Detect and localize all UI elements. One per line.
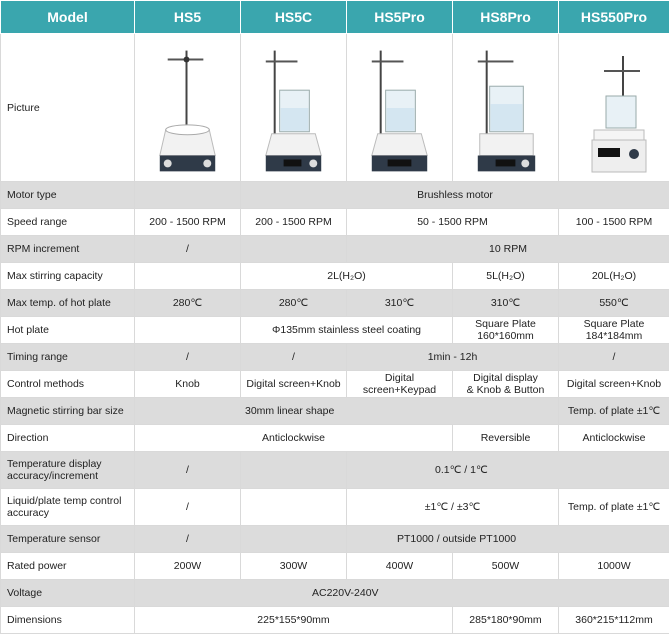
- temp-hs5c: 280℃: [241, 290, 347, 317]
- sensor-hs5: /: [135, 526, 241, 553]
- sensor-hs5c: [241, 526, 347, 553]
- liquid-hs5pro-hs8pro: ±1℃ / ±3℃: [347, 489, 559, 526]
- plate-hs550pro-line1: Square Plate: [583, 318, 645, 330]
- motor-hs5: [135, 182, 241, 209]
- header-hs8pro: HS8Pro: [453, 1, 559, 34]
- label-motor-type: Motor type: [1, 182, 135, 209]
- power-hs550pro: 1000W: [559, 553, 669, 580]
- row-temp-sensor: [1, 526, 669, 553]
- row-liquid-plate: [1, 489, 669, 526]
- header-hs5pro: HS5Pro: [347, 1, 453, 34]
- bar-size-hs550pro: Temp. of plate ±1℃: [559, 398, 669, 425]
- liquid-hs5: /: [135, 489, 241, 526]
- timing-hs550pro: /: [559, 344, 669, 371]
- control-hs5pro: Digital screen+Keypad: [347, 371, 453, 398]
- stirrer-hs5c-image: [244, 38, 343, 178]
- speed-hs550pro: 100 - 1500 RPM: [559, 209, 669, 236]
- picture-hs5: [135, 34, 241, 182]
- label-hot-plate: Hot plate: [1, 317, 135, 344]
- row-speed-range: [1, 209, 669, 236]
- sensor-value: PT1000 / outside PT1000: [347, 526, 669, 553]
- temp-display-hs5c: [241, 452, 347, 489]
- header-hs5: HS5: [135, 1, 241, 34]
- control-hs5c: Digital screen+Knob: [241, 371, 347, 398]
- row-max-stirring: [1, 263, 669, 290]
- stirring-hs5: [135, 263, 241, 290]
- row-control-methods: [1, 371, 669, 398]
- control-hs5: Knob: [135, 371, 241, 398]
- label-picture: Picture: [1, 34, 135, 182]
- label-dimensions: Dimensions: [1, 607, 135, 634]
- header-hs550pro: HS550Pro: [559, 1, 669, 34]
- header-row: [1, 1, 669, 34]
- label-rated-power: Rated power: [1, 553, 135, 580]
- label-direction: Direction: [1, 425, 135, 452]
- plate-hs8pro: [453, 317, 559, 344]
- row-hot-plate: [1, 317, 669, 344]
- temp-hs8pro: 310℃: [453, 290, 559, 317]
- rpm-hs5: /: [135, 236, 241, 263]
- liquid-hs550pro: Temp. of plate ±1℃: [559, 489, 669, 526]
- row-picture: [1, 34, 669, 182]
- picture-hs5pro: [347, 34, 453, 182]
- power-hs5pro: 400W: [347, 553, 453, 580]
- header-model: Model: [1, 1, 135, 34]
- speed-hs5c: 200 - 1500 RPM: [241, 209, 347, 236]
- timing-hs5: /: [135, 344, 241, 371]
- stirrer-hs8pro-image: [456, 38, 555, 178]
- power-hs8pro: 500W: [453, 553, 559, 580]
- voltage-value: AC220V-240V: [135, 580, 669, 607]
- rpm-hs5c: [241, 236, 347, 263]
- control-hs8pro-line1: Digital display: [473, 372, 538, 384]
- stirrer-hs550pro-image: [562, 38, 666, 178]
- stirrer-hs5-image: [138, 38, 237, 178]
- bar-size-value: 30mm linear shape: [135, 398, 559, 425]
- control-hs550pro: Digital screen+Knob: [559, 371, 669, 398]
- label-rpm-increment: RPM increment: [1, 236, 135, 263]
- direction-hs8pro: Reversible: [453, 425, 559, 452]
- motor-type-value: Brushless motor: [241, 182, 669, 209]
- power-hs5: 200W: [135, 553, 241, 580]
- picture-hs550pro: [559, 34, 669, 182]
- label-liquid-plate-line2: accuracy: [7, 507, 50, 519]
- stirring-hs8pro: 5L(H₂O): [453, 263, 559, 290]
- plate-hs5: [135, 317, 241, 344]
- timing-hs5pro-hs8pro: 1min - 12h: [347, 344, 559, 371]
- label-timing-range: Timing range: [1, 344, 135, 371]
- label-control-methods: Control methods: [1, 371, 135, 398]
- label-max-temp: Max temp. of hot plate: [1, 290, 135, 317]
- row-max-temp: [1, 290, 669, 317]
- row-rated-power: [1, 553, 669, 580]
- label-max-stirring: Max stirring capacity: [1, 263, 135, 290]
- label-temp-display-line1: Temperature display: [7, 458, 102, 470]
- control-hs8pro-line2: & Knob & Button: [466, 384, 545, 396]
- row-rpm-increment: [1, 236, 669, 263]
- label-voltage: Voltage: [1, 580, 135, 607]
- row-direction: [1, 425, 669, 452]
- plate-hs550pro: [559, 317, 669, 344]
- label-liquid-plate-line1: Liquid/plate temp control: [7, 495, 122, 507]
- plate-hs5c-hs5pro: Φ135mm stainless steel coating: [241, 317, 453, 344]
- rpm-value: 10 RPM: [347, 236, 669, 263]
- plate-hs8pro-line1: Square Plate: [475, 318, 536, 330]
- dim-hs8pro: 285*180*90mm: [453, 607, 559, 634]
- temp-display-hs5: /: [135, 452, 241, 489]
- label-temp-display-line2: accuracy/increment: [7, 470, 99, 482]
- dim-hs550pro: 360*215*112mm: [559, 607, 669, 634]
- header-hs5c: HS5C: [241, 1, 347, 34]
- temp-hs5pro: 310℃: [347, 290, 453, 317]
- direction-hs550pro: Anticlockwise: [559, 425, 669, 452]
- power-hs5c: 300W: [241, 553, 347, 580]
- plate-hs550pro-line2: 184*184mm: [585, 330, 643, 342]
- stirring-hs5c-hs5pro: 2L(H₂O): [241, 263, 453, 290]
- liquid-hs5c: [241, 489, 347, 526]
- speed-hs5: 200 - 1500 RPM: [135, 209, 241, 236]
- timing-hs5c: /: [241, 344, 347, 371]
- row-temp-display: [1, 452, 669, 489]
- temp-hs550pro: 550℃: [559, 290, 669, 317]
- label-temp-display: [1, 452, 135, 489]
- row-dimensions: [1, 607, 669, 634]
- temp-display-value: 0.1℃ / 1℃: [347, 452, 669, 489]
- label-bar-size: Magnetic stirring bar size: [1, 398, 135, 425]
- control-hs8pro: [453, 371, 559, 398]
- stirring-hs550pro: 20L(H₂O): [559, 263, 669, 290]
- dim-hs5-hs5pro: 225*155*90mm: [135, 607, 453, 634]
- speed-hs5pro-hs8pro: 50 - 1500 RPM: [347, 209, 559, 236]
- row-timing-range: [1, 344, 669, 371]
- plate-hs8pro-line2: 160*160mm: [477, 330, 534, 342]
- label-speed-range: Speed range: [1, 209, 135, 236]
- direction-hs5-hs5pro: Anticlockwise: [135, 425, 453, 452]
- temp-hs5: 280℃: [135, 290, 241, 317]
- label-liquid-plate: [1, 489, 135, 526]
- stirrer-hs5pro-image: [350, 38, 449, 178]
- row-voltage: [1, 580, 669, 607]
- picture-hs8pro: [453, 34, 559, 182]
- row-bar-size: [1, 398, 669, 425]
- row-motor-type: [1, 182, 669, 209]
- picture-hs5c: [241, 34, 347, 182]
- label-temp-sensor: Temperature sensor: [1, 526, 135, 553]
